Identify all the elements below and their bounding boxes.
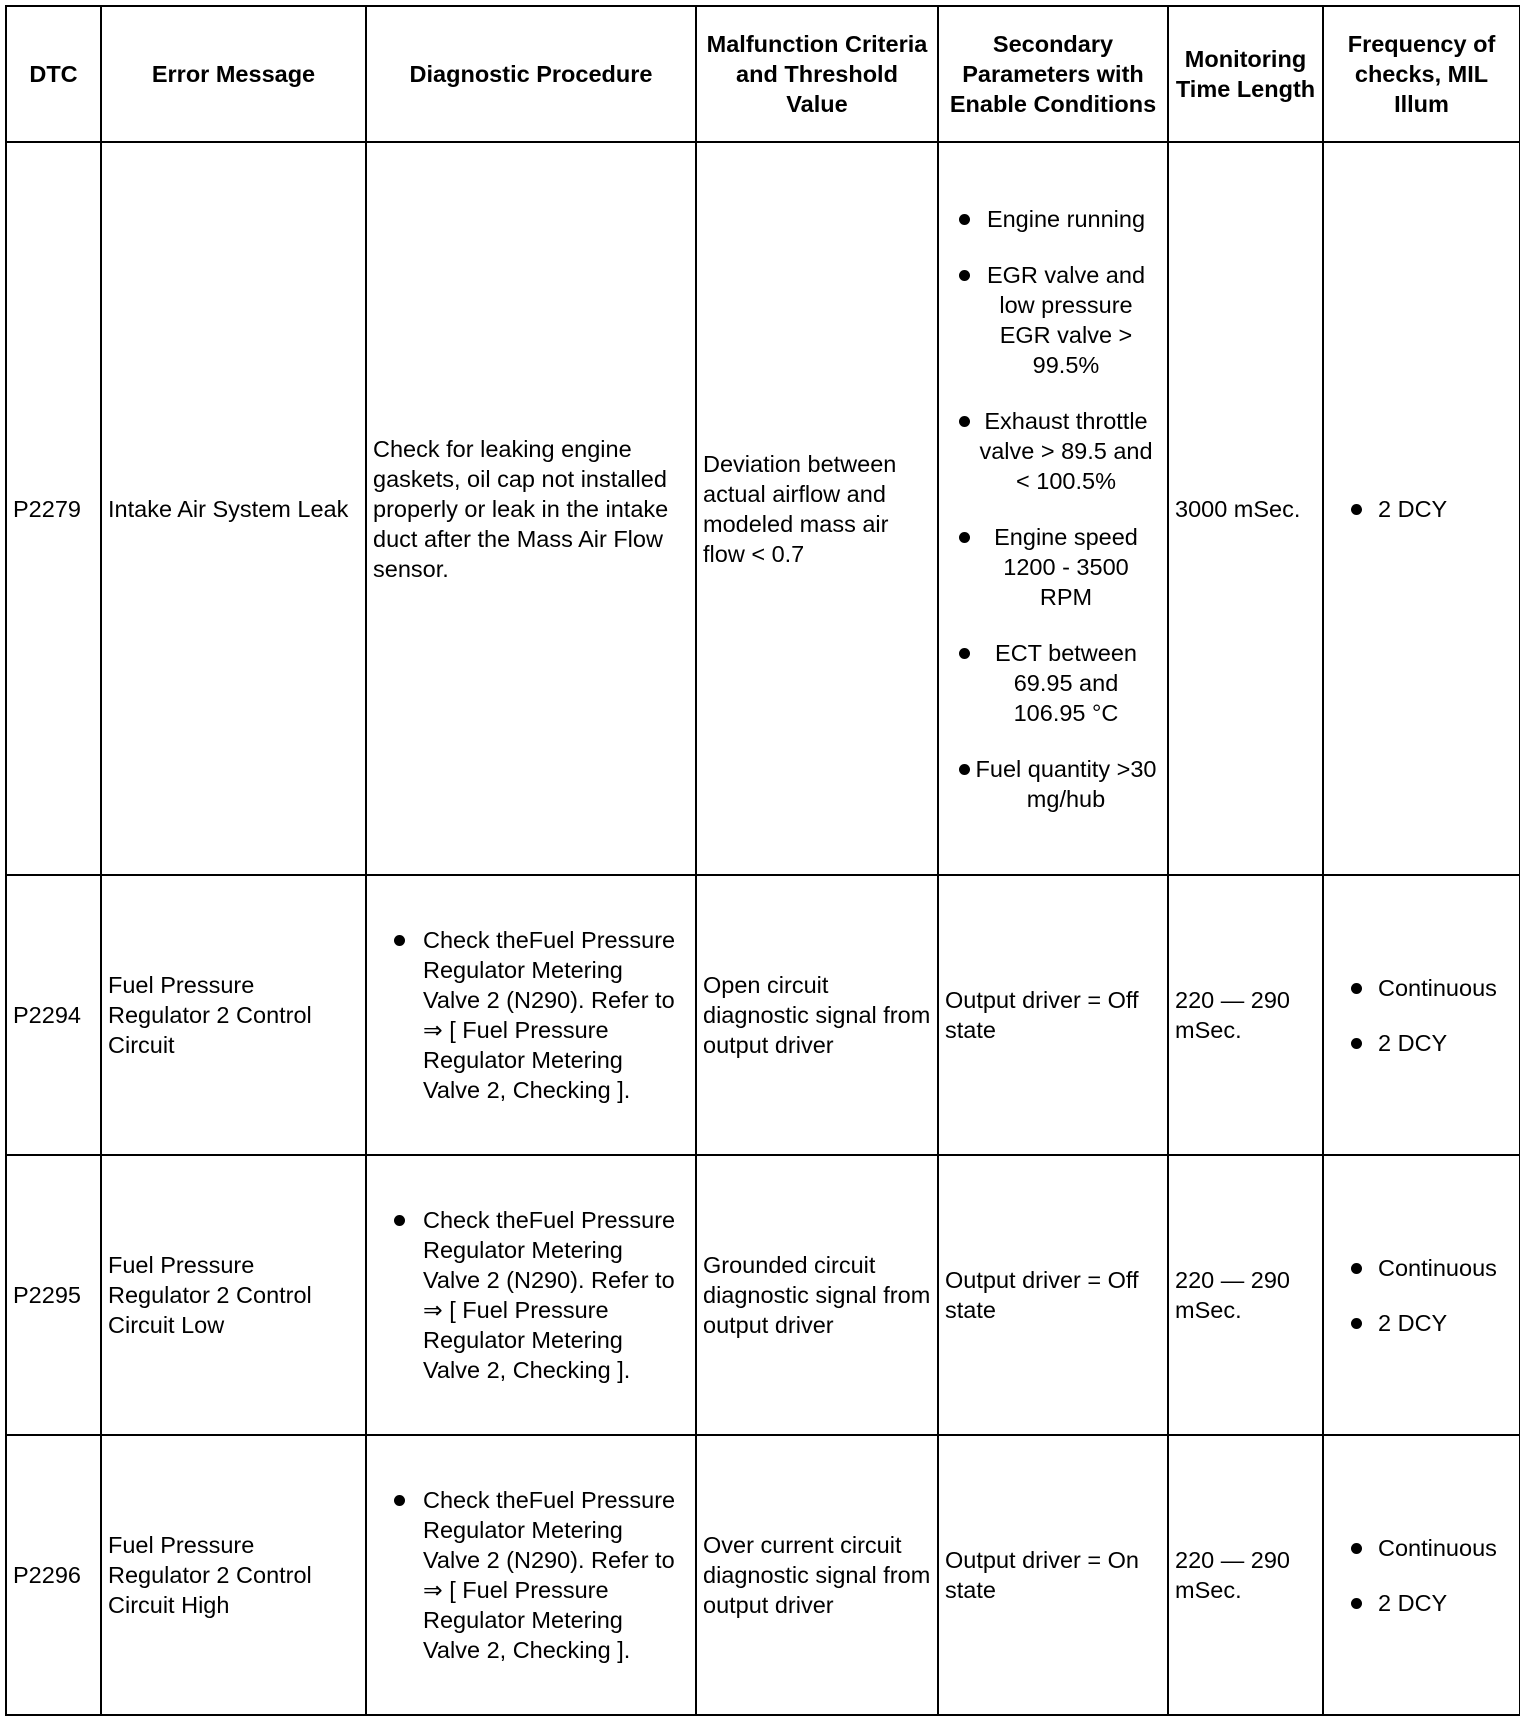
list-item: 2 DCY	[1330, 1588, 1513, 1618]
header-monitoring-time: Monitoring Time Length	[1168, 6, 1323, 142]
header-diagnostic-procedure: Diagnostic Procedure	[366, 6, 696, 142]
dtc-code: P2294	[6, 875, 101, 1155]
frequency-list	[1330, 494, 1513, 524]
list-item: 2 DCY	[1330, 1308, 1513, 1338]
frequency	[1323, 1435, 1520, 1715]
frequency-list	[1330, 973, 1513, 1058]
secondary-parameters: Output driver = On state	[938, 1435, 1168, 1715]
error-message: Fuel Pressure Regulator 2 Control Circuit Low	[101, 1155, 366, 1435]
malfunction-criteria: Over current circuit diagnostic signal from output driver	[696, 1435, 938, 1715]
diagnostic-procedure	[366, 875, 696, 1155]
monitoring-time: 220 — 290 mSec.	[1168, 1435, 1323, 1715]
procedure-list	[373, 1485, 689, 1665]
error-message: Intake Air System Leak	[101, 142, 366, 875]
header-dtc: DTC	[6, 6, 101, 142]
dtc-code: P2296	[6, 1435, 101, 1715]
error-message: Fuel Pressure Regulator 2 Control Circuit High	[101, 1435, 366, 1715]
diagnostic-procedure	[366, 1155, 696, 1435]
list-item: EGR valve and low pressure EGR valve > 99.5%	[949, 260, 1157, 380]
monitoring-time: 3000 mSec.	[1168, 142, 1323, 875]
secondary-parameters	[938, 142, 1168, 875]
frequency	[1323, 1155, 1520, 1435]
procedure-list	[373, 925, 689, 1105]
procedure-list	[373, 1205, 689, 1385]
frequency	[1323, 142, 1520, 875]
diagnostic-procedure: Check for leaking engine gaskets, oil cap not installed properly or leak in the intake duct after the Mass Air Flow sensor.	[366, 142, 696, 875]
table-row	[6, 142, 1520, 875]
frequency	[1323, 875, 1520, 1155]
list-item: 2 DCY	[1330, 494, 1513, 524]
monitoring-time: 220 — 290 mSec.	[1168, 875, 1323, 1155]
list-item: ECT between 69.95 and 106.95 °C	[949, 638, 1157, 728]
secondary-parameters: Output driver = Off state	[938, 875, 1168, 1155]
monitoring-time: 220 — 290 mSec.	[1168, 1155, 1323, 1435]
table-row	[6, 875, 1520, 1155]
table-row	[6, 1155, 1520, 1435]
table-row	[6, 1435, 1520, 1715]
secondary-conditions-list	[945, 204, 1161, 814]
list-item: Exhaust throttle valve > 89.5 and < 100.5%	[949, 406, 1157, 496]
list-item: Check theFuel Pressure Regulator Metering Valve 2 (N290). Refer to ⇒ [ Fuel Pressure Regulator Metering Valve 2, Checking ].	[373, 1205, 689, 1385]
list-item: Engine speed 1200 - 3500 RPM	[949, 522, 1157, 612]
list-item: Check theFuel Pressure Regulator Metering Valve 2 (N290). Refer to ⇒ [ Fuel Pressure Regulator Metering Valve 2, Checking ].	[373, 925, 689, 1105]
list-item: Engine running	[949, 204, 1157, 234]
dtc-table	[5, 5, 1520, 1716]
list-item: 2 DCY	[1330, 1028, 1513, 1058]
list-item: Continuous	[1330, 1533, 1513, 1563]
secondary-parameters: Output driver = Off state	[938, 1155, 1168, 1435]
header-error-message: Error Message	[101, 6, 366, 142]
header-secondary-parameters: Secondary Parameters with Enable Conditions	[938, 6, 1168, 142]
header-malfunction-criteria: Malfunction Criteria and Threshold Value	[696, 6, 938, 142]
dtc-code: P2279	[6, 142, 101, 875]
malfunction-criteria: Grounded circuit diagnostic signal from output driver	[696, 1155, 938, 1435]
frequency-list	[1330, 1533, 1513, 1618]
malfunction-criteria: Deviation between actual airflow and modeled mass air flow < 0.7	[696, 142, 938, 875]
header-frequency: Frequency of checks, MIL Illum	[1323, 6, 1520, 142]
list-item: Check theFuel Pressure Regulator Metering Valve 2 (N290). Refer to ⇒ [ Fuel Pressure Regulator Metering Valve 2, Checking ].	[373, 1485, 689, 1665]
list-item: Continuous	[1330, 973, 1513, 1003]
table-header-row	[6, 6, 1520, 142]
list-item: Continuous	[1330, 1253, 1513, 1283]
error-message: Fuel Pressure Regulator 2 Control Circuit	[101, 875, 366, 1155]
list-item: Fuel quantity >30 mg/hub	[949, 754, 1157, 814]
frequency-list	[1330, 1253, 1513, 1338]
dtc-code: P2295	[6, 1155, 101, 1435]
malfunction-criteria: Open circuit diagnostic signal from output driver	[696, 875, 938, 1155]
diagnostic-procedure	[366, 1435, 696, 1715]
